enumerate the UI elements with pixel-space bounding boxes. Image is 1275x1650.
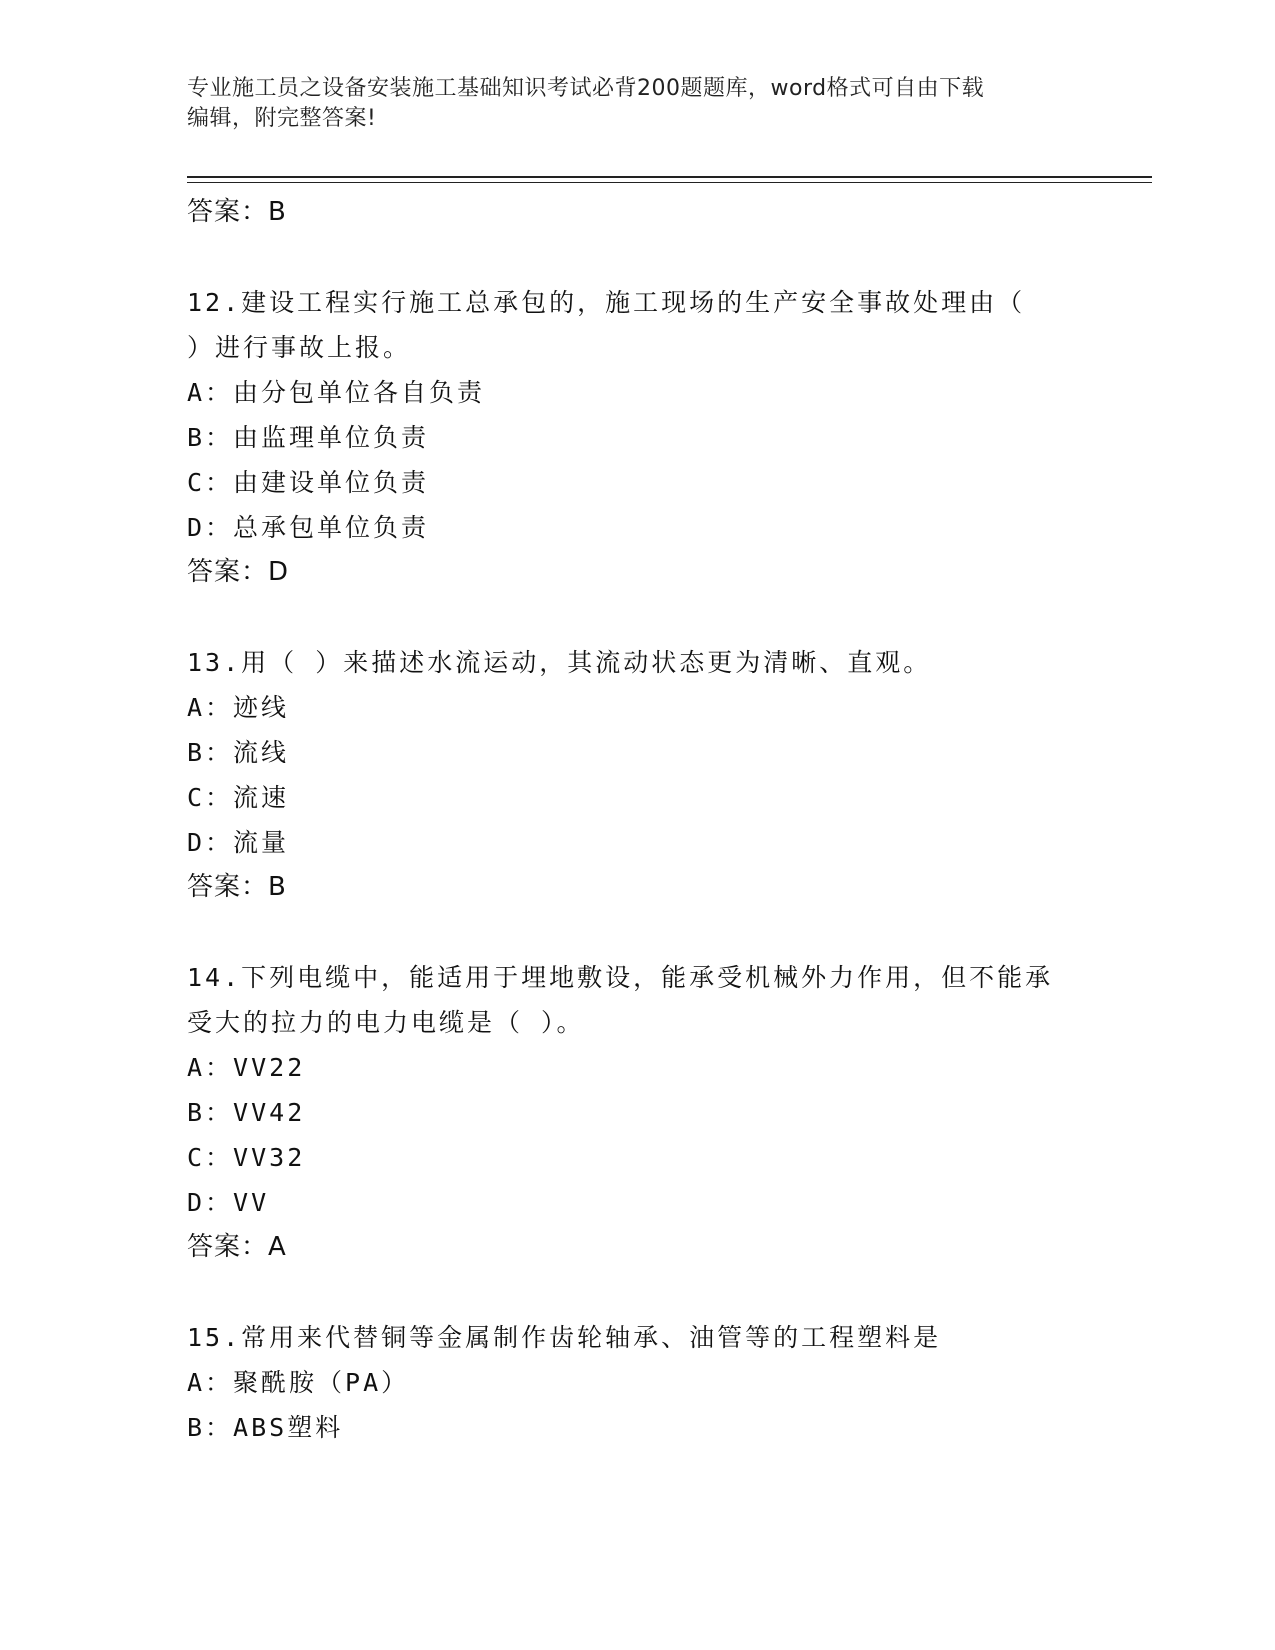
option-a: A：VV22: [187, 1053, 306, 1082]
document-header: [187, 74, 1067, 134]
spacer: [187, 235, 1087, 280]
option-c: C：VV32: [187, 1143, 306, 1172]
option-a: A：由分包单位各自负责: [187, 378, 486, 407]
option-b: B：流线: [187, 738, 290, 767]
answer: 答案：D: [187, 557, 290, 587]
option-c: C：流速: [187, 783, 290, 812]
header-divider-thick: [187, 176, 1152, 178]
question-list: [187, 190, 1087, 1450]
option-b: B：由监理单位负责: [187, 423, 430, 452]
question-stem: 12.建设工程实行施工总承包的，施工现场的生产安全事故处理由（: [187, 288, 1026, 317]
spacer: [187, 595, 1087, 640]
option-c: C：由建设单位负责: [187, 468, 430, 497]
option-b: B：ABS塑料: [187, 1413, 344, 1442]
option-a: A：迹线: [187, 693, 290, 722]
spacer: [187, 910, 1087, 955]
header-title-line-2: 编辑，附完整答案!: [187, 106, 377, 131]
option-a: A：聚酰胺（PA）: [187, 1368, 410, 1397]
question-stem: 13.用（ ）来描述水流运动，其流动状态更为清晰、直观。: [187, 648, 932, 677]
question-13: [187, 640, 1087, 910]
option-b: B：VV42: [187, 1098, 306, 1127]
question-14: [187, 955, 1087, 1270]
question-15: [187, 1315, 1087, 1450]
answer: 答案：A: [187, 1232, 287, 1262]
spacer: [187, 1270, 1087, 1315]
question-stem-continued: 受大的拉力的电力电缆是（ ）。: [187, 1008, 585, 1037]
answer: 答案：B: [187, 872, 287, 902]
option-d: D：VV: [187, 1188, 270, 1217]
option-d: D：总承包单位负责: [187, 513, 430, 542]
question-stem: 14.下列电缆中，能适用于埋地敷设，能承受机械外力作用，但不能承: [187, 963, 1054, 992]
previous-answer: 答案：B: [187, 197, 287, 227]
question-stem: 15.常用来代替铜等金属制作齿轮轴承、油管等的工程塑料是: [187, 1323, 942, 1352]
header-divider-thin: [187, 182, 1152, 183]
question-stem-continued: ）进行事故上报。: [187, 333, 412, 362]
option-d: D：流量: [187, 828, 290, 857]
header-title-line-1: 专业施工员之设备安装施工基础知识考试必背200题题库，word格式可自由下载: [187, 76, 985, 101]
question-12: [187, 280, 1087, 595]
